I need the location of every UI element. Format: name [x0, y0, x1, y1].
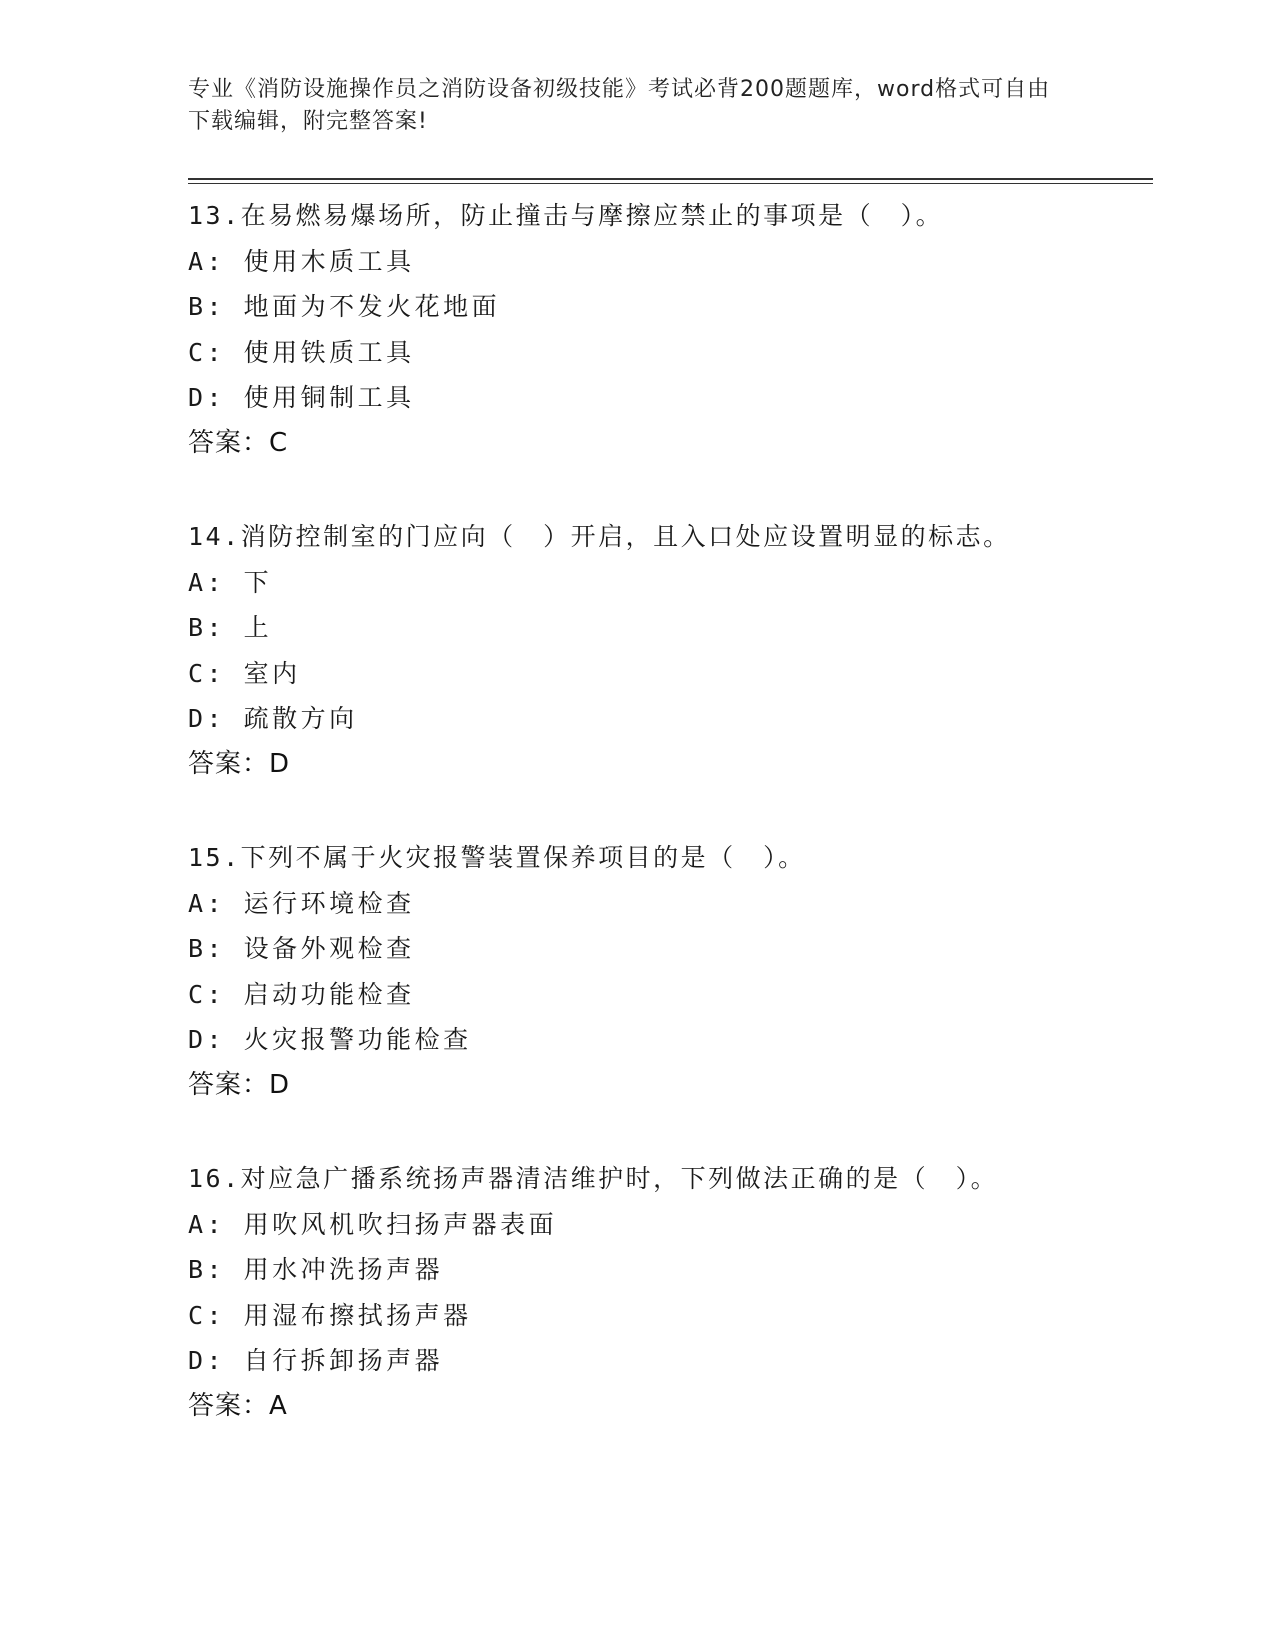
option-c: C: 使用铁质工具 [188, 337, 415, 367]
header-divider-thick [188, 178, 1153, 180]
question-stem: 14.消防控制室的门应向（ ）开启，且入口处应设置明显的标志。 [188, 522, 1011, 551]
option-a: A: 使用木质工具 [188, 246, 415, 276]
answer-line: 答案：C [188, 427, 289, 458]
answer-line: 答案：D [188, 1069, 291, 1100]
option-b: B: 用水冲洗扬声器 [188, 1255, 444, 1284]
option-d: D: 火灾报警功能检查 [188, 1025, 472, 1054]
question-15 [188, 835, 1148, 1108]
option-d: D: 自行拆卸扬声器 [188, 1346, 444, 1375]
option-d: D: 使用铜制工具 [188, 383, 415, 412]
question-stem: 15.下列不属于火灾报警装置保养项目的是（ ）。 [188, 843, 806, 872]
question-list [188, 193, 1148, 1477]
option-a: A: 下 [188, 567, 273, 597]
document-header: 专业《消防设施操作员之消防设备初级技能》考试必背200题题库，word格式可自由下载编辑，附完整答案! [188, 77, 1051, 134]
question-stem: 13.在易燃易爆场所，防止撞击与摩擦应禁止的事项是（ ）。 [188, 201, 944, 230]
option-b: B: 上 [188, 613, 273, 642]
header-divider-thin [188, 183, 1153, 184]
answer-line: 答案：D [188, 748, 291, 779]
question-16 [188, 1156, 1148, 1429]
option-a: A: 运行环境检查 [188, 888, 415, 918]
answer-line: 答案：A [188, 1390, 288, 1421]
option-c: C: 启动功能检查 [188, 979, 415, 1009]
question-13 [188, 193, 1148, 466]
option-b: B: 设备外观检查 [188, 934, 415, 963]
option-b: B: 地面为不发火花地面 [188, 292, 501, 321]
option-c: C: 用湿布擦拭扬声器 [188, 1300, 472, 1330]
option-a: A: 用吹风机吹扫扬声器表面 [188, 1209, 558, 1239]
option-c: C: 室内 [188, 658, 301, 688]
option-d: D: 疏散方向 [188, 704, 358, 733]
question-stem: 16.对应急广播系统扬声器清洁维护时，下列做法正确的是（ ）。 [188, 1164, 999, 1193]
question-14 [188, 514, 1148, 787]
